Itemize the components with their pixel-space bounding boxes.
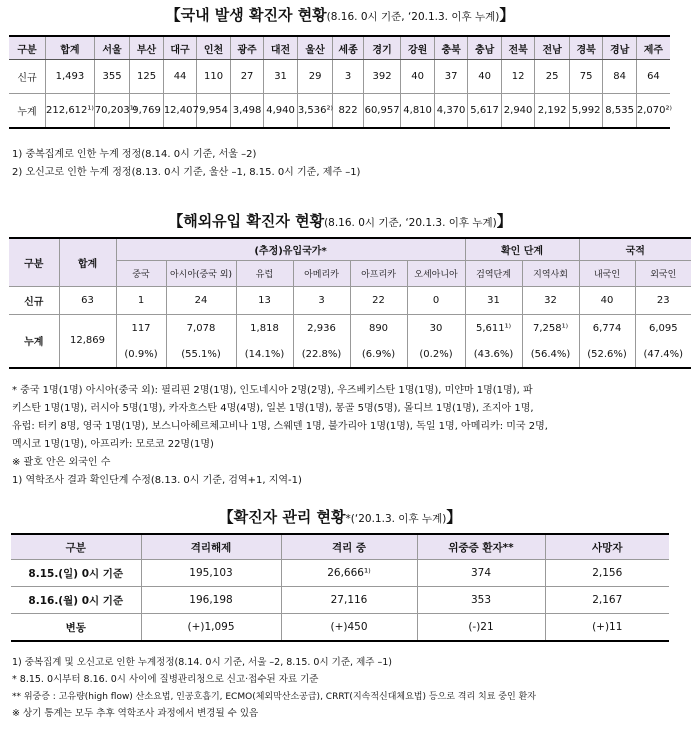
table-subheader-cell: 오세아니아	[407, 260, 465, 286]
domestic-table	[9, 35, 670, 129]
management-note-3: ** 위중증 : 고유량(high flow) 산소요법, 인공호흡기, ECMO(체외막산소공급), CRRT(지속적신대체요법) 등으로 격리 치료 중인 환자	[12, 692, 536, 702]
table-cell: 3,498	[230, 94, 264, 129]
table-cell: 5,992	[569, 94, 603, 129]
table-cell: 3,536²⁾	[297, 94, 333, 129]
management-note-4: ※ 상기 통계는 모두 추후 역학조사 과정에서 변경될 수 있음	[12, 708, 259, 719]
table-cell: 40	[401, 60, 435, 94]
table-cell: 2,070²⁾	[636, 94, 670, 129]
table-cell: 9,769	[130, 94, 164, 129]
table-cell: 5,611¹⁾	[465, 314, 522, 342]
table-cell: (56.4%)	[522, 342, 579, 368]
table-cell: 2,192	[535, 94, 570, 129]
domestic-total-row	[9, 94, 670, 129]
table-cell: 2,936	[293, 314, 350, 342]
row-label: 신규	[9, 286, 59, 314]
table-cell: 31	[264, 60, 298, 94]
table-cell: 84	[603, 60, 637, 94]
table-cell: (14.1%)	[236, 342, 293, 368]
overseas-title: 【해외유입 확진자 현황(8.16. 0시 기준, ‘20.1.3. 이후 누계)】	[168, 212, 512, 230]
table-header-cell: 구분	[9, 36, 46, 60]
management-row-0816	[11, 587, 669, 614]
table-cell: 3	[333, 60, 363, 94]
table-cell: 63	[59, 286, 116, 314]
table-header-cell: 구분	[11, 534, 141, 560]
table-header-cell: 합계	[46, 36, 95, 60]
table-cell: 75	[569, 60, 603, 94]
table-cell: 1	[116, 286, 166, 314]
table-cell: 2,156	[545, 560, 669, 587]
table-cell: 110	[197, 60, 231, 94]
management-header-row	[11, 534, 669, 560]
table-cell: 30	[407, 314, 465, 342]
table-header-cell: 경북	[569, 36, 603, 60]
domestic-note-2: 2) 오신고로 인한 누계 정정(8.13. 0시 기준, 울산 –1, 8.15. 0시 기준, 제주 –1)	[12, 167, 361, 178]
table-cell: 60,957	[363, 94, 401, 129]
table-cell: 0	[407, 286, 465, 314]
table-cell: 7,078	[166, 314, 236, 342]
overseas-note-5: ※ 괄호 안은 외국인 수	[12, 457, 111, 468]
table-cell: 27	[230, 60, 264, 94]
overseas-h-category: 구분	[9, 238, 59, 286]
table-header-cell: 광주	[230, 36, 264, 60]
table-cell: (22.8%)	[293, 342, 350, 368]
table-cell: 27,116	[281, 587, 417, 614]
table-cell: (0.2%)	[407, 342, 465, 368]
table-subheader-cell: 중국	[116, 260, 166, 286]
table-cell: 29	[297, 60, 333, 94]
table-header-cell: 사망자	[545, 534, 669, 560]
table-cell: 355	[94, 60, 130, 94]
table-cell: (6.9%)	[350, 342, 407, 368]
table-header-cell: 서울	[94, 36, 130, 60]
table-cell: 12,869	[59, 314, 116, 368]
table-cell: 374	[417, 560, 545, 587]
table-header-cell: 충남	[468, 36, 502, 60]
table-cell: 890	[350, 314, 407, 342]
table-cell: 64	[636, 60, 670, 94]
table-header-cell: 대전	[264, 36, 298, 60]
row-label: 누계	[9, 314, 59, 368]
table-cell: 31	[465, 286, 522, 314]
management-note-1: 1) 중복집계 및 오신고로 인한 누계정정(8.14. 0시 기준, 서울 –2, 8.15. 0시 기준, 제주 –1)	[12, 657, 392, 668]
table-subheader-cell: 지역사회	[522, 260, 579, 286]
table-cell: 70,203¹⁾	[94, 94, 130, 129]
table-cell: (43.6%)	[465, 342, 522, 368]
table-cell: 6,095	[635, 314, 691, 342]
table-cell: 195,103	[141, 560, 281, 587]
table-cell: 117	[116, 314, 166, 342]
table-header-cell: 제주	[636, 36, 670, 60]
table-cell: 125	[130, 60, 164, 94]
table-header-cell: 전북	[501, 36, 535, 60]
table-cell: 9,954	[197, 94, 231, 129]
table-cell: 44	[163, 60, 197, 94]
table-header-cell: 격리해제	[141, 534, 281, 560]
table-header-cell: 위중증 환자**	[417, 534, 545, 560]
table-header-cell: 강원	[401, 36, 435, 60]
table-cell: 12	[501, 60, 535, 94]
table-cell: 8.15.(일) 0시 기준	[11, 560, 141, 587]
table-cell: 37	[434, 60, 468, 94]
table-cell: 26,666¹⁾	[281, 560, 417, 587]
table-subheader-cell: 유럽	[236, 260, 293, 286]
overseas-table	[9, 237, 691, 369]
table-header-cell: 부산	[130, 36, 164, 60]
table-cell: 4,810	[401, 94, 435, 129]
table-header-cell: 인천	[197, 36, 231, 60]
table-cell: 누계	[9, 94, 46, 129]
domestic-note-1: 1) 중복집계로 인한 누계 정정(8.14. 0시 기준, 서울 –2)	[12, 149, 257, 160]
table-cell: 822	[333, 94, 363, 129]
table-cell: 2,167	[545, 587, 669, 614]
table-cell: 12,407	[163, 94, 197, 129]
management-row-0815	[11, 560, 669, 587]
table-header-cell: 세종	[333, 36, 363, 60]
table-cell: 25	[535, 60, 570, 94]
overseas-note-2: 키스탄 1명(1명), 러시아 5명(1명), 카자흐스탄 4명(4명), 일본 1명(1명), 몽골 5명(5명), 몰디브 1명(1명), 조지아 1명,	[12, 403, 534, 414]
table-cell: 2,940	[501, 94, 535, 129]
table-subheader-cell: 아메리카	[293, 260, 350, 286]
overseas-h-total: 합계	[59, 238, 116, 286]
table-cell: 1,818	[236, 314, 293, 342]
table-subheader-cell: 내국인	[579, 260, 635, 286]
table-cell: 5,617	[468, 94, 502, 129]
table-header-cell: 충북	[434, 36, 468, 60]
management-note-2: * 8.15. 0시부터 8.16. 0시 사이에 질병관리청으로 신고·접수된 자료 기준	[12, 674, 319, 685]
table-header-cell: 전남	[535, 36, 570, 60]
overseas-note-3: 유럽: 터키 8명, 영국 1명(1명), 보스니아헤르체고비나 1명, 스웨덴 1명, 불가리아 1명(1명), 독일 1명, 아메리카: 미국 2명,	[12, 421, 548, 432]
domestic-header-row	[9, 36, 670, 60]
table-cell: 196,198	[141, 587, 281, 614]
domestic-new-row	[9, 60, 670, 94]
table-subheader-cell: 아시아(중국 외)	[166, 260, 236, 286]
table-header-cell: 경기	[363, 36, 401, 60]
table-cell: (55.1%)	[166, 342, 236, 368]
overseas-note-1: * 중국 1명(1명) 아시아(중국 외): 필리핀 2명(1명), 인도네시아 2명(2명), 우즈베키스탄 1명(1명), 미얀마 1명(1명), 파	[12, 385, 533, 396]
table-cell: 212,612¹⁾	[46, 94, 95, 129]
management-title: 【확진자 관리 현황*(‘20.1.3. 이후 누계)】	[218, 508, 462, 526]
table-cell: (+)11	[545, 614, 669, 642]
management-row-change	[11, 614, 669, 642]
table-cell: (-)21	[417, 614, 545, 642]
table-cell: 353	[417, 587, 545, 614]
table-subheader-cell: 검역단계	[465, 260, 522, 286]
table-cell: 23	[635, 286, 691, 314]
table-cell: (47.4%)	[635, 342, 691, 368]
overseas-h-country: (추정)유입국가*	[116, 238, 465, 260]
table-cell: (0.9%)	[116, 342, 166, 368]
table-cell: (+)450	[281, 614, 417, 642]
table-header-cell: 울산	[297, 36, 333, 60]
table-cell: 13	[236, 286, 293, 314]
table-cell: 신규	[17, 73, 37, 84]
table-cell: 40	[468, 60, 502, 94]
table-cell: 변동	[11, 614, 141, 642]
management-table	[11, 533, 669, 642]
overseas-cum-row	[9, 314, 691, 342]
table-subheader-cell: 아프리카	[350, 260, 407, 286]
table-cell: 3	[293, 286, 350, 314]
overseas-note-6: 1) 역학조사 결과 확인단계 수정(8.13. 0시 기준, 검역+1, 지역-1)	[12, 475, 302, 486]
table-header-cell: 대구	[163, 36, 197, 60]
table-cell: 1,493	[46, 60, 95, 94]
overseas-h-stage: 확인 단계	[465, 238, 579, 260]
overseas-new-row	[9, 286, 691, 314]
overseas-note-4: 멕시코 1명(1명), 아프리카: 모로코 22명(1명)	[12, 439, 214, 450]
table-cell: 6,774	[579, 314, 635, 342]
table-cell: 7,258¹⁾	[522, 314, 579, 342]
domestic-title: 【국내 발생 확진자 현황(8.16. 0시 기준, ‘20.1.3. 이후 누계)】	[165, 6, 515, 24]
table-cell: 22	[350, 286, 407, 314]
table-header-cell: 경남	[603, 36, 637, 60]
table-cell: 8.16.(월) 0시 기준	[11, 587, 141, 614]
table-cell: 392	[363, 60, 401, 94]
table-header-cell: 격리 중	[281, 534, 417, 560]
table-cell: 4,940	[264, 94, 298, 129]
table-cell: 24	[166, 286, 236, 314]
overseas-h-nationality: 국적	[579, 238, 691, 260]
table-subheader-cell: 외국인	[635, 260, 691, 286]
table-cell: 4,370	[434, 94, 468, 129]
table-cell: 32	[522, 286, 579, 314]
table-cell: (52.6%)	[579, 342, 635, 368]
table-cell: 40	[579, 286, 635, 314]
table-cell: (+)1,095	[141, 614, 281, 642]
table-cell: 8,535	[603, 94, 637, 129]
